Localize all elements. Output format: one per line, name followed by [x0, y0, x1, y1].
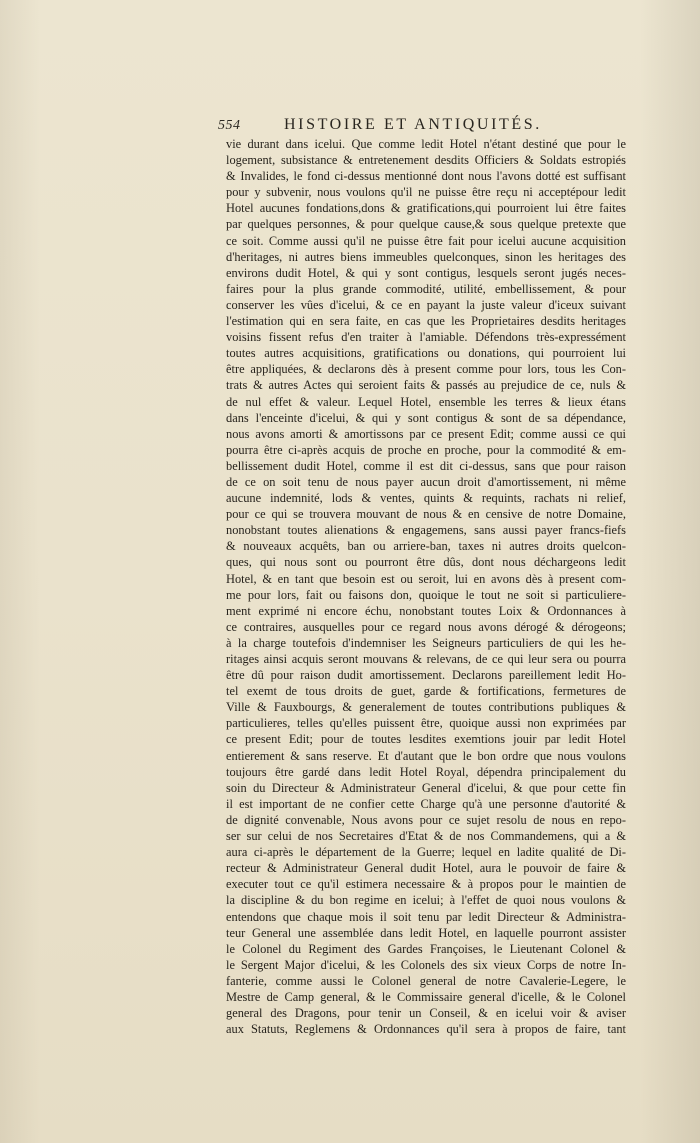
- text-line: le Colonel du Regiment des Gardes Françoises, le Lieutenant Colonel &: [226, 941, 626, 956]
- text-line: de ce on soit tenu de nous payer aucun droit d'amortissement, ni même: [226, 474, 626, 489]
- text-line: Hotel aucunes fondations,dons & gratifications,qui pourroient lui être faites: [226, 201, 626, 216]
- text-line: toujours être gardé dans ledit Hotel Royal, dépendra principalement du: [226, 764, 626, 779]
- text-line: être appliquées, & declarons dès à present comme pour lors, tous les Con-: [226, 362, 626, 377]
- text-line: pour ce qui se trouvera mouvant de nous & en censive de notre Domaine,: [226, 507, 626, 522]
- text-line: aura ci-après le département de la Guerre; lequel en ladite qualité de Di-: [226, 845, 626, 860]
- text-line: nous avons amorti & amortissons par ce present Edit; comme aussi ce qui: [226, 426, 626, 441]
- text-line: ritages ainsi acquis seront mouvans & relevans, de ce qui leur sera ou pourra: [226, 652, 626, 666]
- text-line: ce soit. Comme aussi qu'il ne puisse être fait pour icelui aucune acquisition: [226, 233, 626, 248]
- text-line: le Sergent Major d'icelui, & les Colonels des six vieux Corps de notre In-: [226, 957, 626, 972]
- text-line: Mestre de Camp general, & le Commissaire general d'icelle, & le Colonel: [226, 989, 626, 1004]
- text-line: vie durant dans icelui. Que comme ledit Hotel n'étant destiné que pour le: [226, 137, 626, 151]
- text-line: recteur & Administrateur General dudit Hotel, aura le pouvoir de faire &: [226, 861, 626, 876]
- text-line: particulieres, telles qu'elles puissent être, quoique aussi non exprimées par: [226, 716, 626, 731]
- text-line: ment exprimé ni encore échu, nonobstant toutes Loix & Ordonnances à: [226, 603, 626, 618]
- text-line: Hotel, & en tant que besoin est ou seroit, lui en avons dès à present com-: [226, 571, 626, 586]
- text-line: aux Statuts, Reglemens & Ordonnances qu'il sera à propos de faire, tant: [226, 1022, 626, 1037]
- text-line: la discipline & du bon regime en icelui; à l'effet de quoi nous voulons &: [226, 893, 626, 908]
- text-line: entendons que chaque mois il soit tenu par ledit Directeur & Administra-: [226, 909, 626, 924]
- text-line: me pour lors, fait ou faisons don, quoique le tout ne soit si particuliere-: [226, 587, 626, 602]
- text-line: faires pour la plus grande commodité, utilité, embellissement, & pour: [226, 281, 626, 296]
- text-line: pour y subvenir, nous voulons qu'il ne puisse être reçu ni acceptépour ledit: [226, 185, 626, 200]
- page-number: 554: [218, 118, 241, 133]
- text-line: executer tout ce qu'il estimera necessaire & à propos pour le maintien de: [226, 877, 626, 892]
- text-line: ques, qui nous sont ou pourront être dûs, dont nous déchargeons ledit: [226, 555, 626, 570]
- text-line: nonobstant toutes alienations & engagemens, sans aussi payer francs-fiefs: [226, 523, 626, 538]
- text-line: ser sur celui de nos Secretaires d'Etat & de nos Commandemens, qui a &: [226, 829, 626, 844]
- text-line: voisins fissent refus d'en traiter à l'amiable. Défendons très-expressément: [226, 330, 626, 345]
- text-line: & nouveaux acquêts, ban ou arriere-ban, taxes ni autres droits quelcon-: [226, 539, 626, 554]
- text-line: l'estimation qui en sera faite, en cas que les Proprietaires desdits heritages: [226, 314, 626, 329]
- text-line: il est important de ne confier cette Charge qu'à une personne d'autorité &: [226, 796, 626, 811]
- text-line: & Invalides, le fond ci-dessus mentionné dont nous l'avons dotté est suffisant: [226, 169, 626, 184]
- text-line: Ville & Fauxbourgs, & generalement de toutes contributions publiques &: [226, 700, 626, 715]
- page-header: [218, 118, 628, 138]
- text-line: conserver les vûes d'icelui, & ce en payant la juste valeur d'iceux suivant: [226, 297, 626, 312]
- text-line: logement, subsistance & entretenement desdits Officiers & Soldats estropiés: [226, 153, 626, 168]
- text-line: aucune indemnité, lods & ventes, quints & requints, rachats ni relief,: [226, 491, 626, 506]
- text-line: teur General une assemblée dans ledit Hotel, en laquelle pourront assister: [226, 925, 626, 940]
- text-line: pourra être ci-après acquis de proche en proche, pour la commodité & em-: [226, 442, 626, 457]
- text-line: être dû pour raison dudit amortissement. Declarons pareillement ledit Ho-: [226, 668, 626, 683]
- text-line: ce present Edit; pour de toutes lesdites exemtions jouir par ledit Hotel: [226, 732, 626, 747]
- text-line: soin du Directeur & Administrateur General d'icelui, & que pour cette fin: [226, 780, 626, 795]
- text-line: environs dudit Hotel, & qui y sont contigus, lesquels seront jugés neces-: [226, 265, 626, 280]
- text-line: de dignité convenable, Nous avons pour ce sujet resolu de nous en repo-: [226, 812, 626, 827]
- text-line: toutes autres acquisitions, gratifications ou donations, qui pourroient lui: [226, 346, 626, 361]
- text-line: fanterie, comme aussi le Colonel general de notre Cavalerie-Legere, le: [226, 973, 626, 988]
- text-line: dans l'enceinte d'icelui, & qui y sont contigus & sont de sa dépendance,: [226, 410, 626, 425]
- text-line: bellissement dudit Hotel, comme il est dit ci-dessus, sans que pour raison: [226, 458, 626, 473]
- text-line: de nul effet & valeur. Lequel Hotel, ensemble les terres & lieux étans: [226, 394, 626, 409]
- text-line: trats & autres Actes qui seroient faits & passés au prejudice de ce, nuls &: [226, 378, 626, 393]
- text-line: à la charge toutefois d'indemniser les Seigneurs particuliers de qui les he-: [226, 635, 626, 650]
- text-line: par quelques personnes, & pour quelque cause,& sous quelque pretexte que: [226, 217, 626, 232]
- text-line: entierement & sans reserve. Et d'autant que le bon ordre que nous voulons: [226, 748, 626, 763]
- text-line: general des Dragons, pour tenir un Conseil, & en icelui voir & aviser: [226, 1006, 626, 1021]
- text-line: tel exemt de tous droits de guet, garde & fortifications, fermetures de: [226, 684, 626, 699]
- running-title: HISTOIRE ET ANTIQUITÉS.: [284, 116, 542, 133]
- text-line: d'heritages, ni autres biens immeubles quelconques, sinon les heritages des: [226, 249, 626, 264]
- text-line: ce contraires, ausquelles pour ce regard nous avons dérogé & dérogeons;: [226, 619, 626, 634]
- body-text: [226, 136, 626, 1037]
